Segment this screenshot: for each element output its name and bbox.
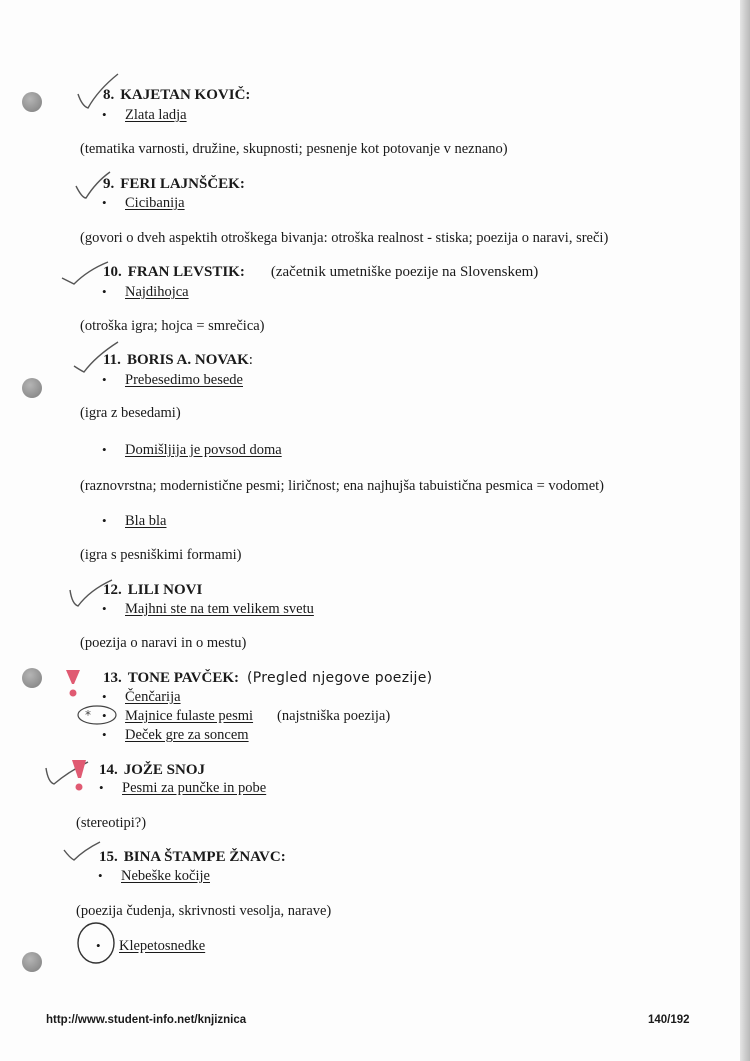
author-name: KAJETAN KOVIČ: (120, 87, 251, 103)
bullet: • (102, 689, 107, 704)
entry-number: 13. (103, 670, 122, 686)
entry-number: 11. (103, 352, 121, 368)
bullet: • (102, 442, 107, 457)
entry-number: 15. (99, 849, 118, 865)
work-item (102, 689, 181, 706)
entry-heading-15 (99, 849, 286, 866)
punch-hole (22, 952, 42, 972)
work-title: Cicibanija (125, 195, 185, 211)
work-title: Deček gre za soncem (125, 727, 249, 743)
author-colon: : (248, 352, 253, 368)
work-item (102, 284, 189, 301)
work-title: Čenčarija (125, 689, 181, 705)
handwritten-note: (Pregled njegove poezije) (247, 670, 433, 686)
work-item (102, 513, 166, 530)
work-item (102, 195, 185, 212)
work-title: Bla bla (125, 513, 167, 529)
exclamation-icon (64, 668, 82, 700)
work-title: Majhni ste na tem velikem svetu (125, 601, 314, 617)
exclamation-icon (70, 758, 88, 794)
bullet: • (102, 195, 107, 210)
author-name: TONE PAVČEK: (127, 670, 240, 686)
bullet: • (102, 513, 107, 528)
bullet: • (102, 284, 107, 299)
author-name: LILI NOVI (127, 582, 203, 598)
work-title: Pesmi za punčke in pobe (122, 780, 267, 796)
punch-hole (22, 668, 42, 688)
punch-hole (22, 378, 42, 398)
entry-note: (poezija o naravi in o mestu) (80, 635, 247, 651)
author-name: BINA ŠTAMPE ŽNAVC: (123, 849, 286, 865)
bullet: • (98, 868, 103, 883)
work-item (102, 601, 314, 618)
author-note: (začetnik umetniške poezije na Slovenskem) (270, 264, 539, 280)
work-title: Majnice fulaste pesmi (125, 708, 254, 724)
entry-heading-13 (103, 670, 432, 687)
entry-note: (igra s pesniškimi formami) (80, 547, 242, 563)
work-item (98, 868, 210, 885)
work-item (102, 708, 390, 725)
entry-heading-9 (103, 176, 245, 193)
entry-note: (govori o dveh aspektih otroškega bivanja: otroška realnost - stiska; poezija o naravi, sreči) (80, 230, 609, 246)
entry-note: (stereotipi?) (76, 815, 147, 831)
entry-heading-10 (103, 264, 538, 281)
page-number: 140/192 (648, 1014, 690, 1026)
entry-note: (raznovrstna; modernistične pesmi; liričnost; ena najhujša tabuistična pesmica = vodomet) (80, 478, 604, 494)
author-name: JOŽE SNOJ (123, 762, 206, 778)
punch-hole (22, 92, 42, 112)
svg-text:*: * (85, 708, 91, 722)
entry-number: 10. (103, 264, 122, 280)
bullet: • (99, 780, 104, 795)
entry-note: (poezija čudenja, skrivnosti vesolja, narave) (76, 903, 332, 919)
bullet: • (102, 727, 107, 742)
entry-number: 9. (103, 176, 115, 192)
work-item (102, 727, 249, 744)
work-note: (najstniška poezija) (277, 708, 391, 724)
bullet: • (102, 708, 107, 723)
entry-number: 14. (99, 762, 118, 778)
entry-note: (otroška igra; hojca = smrečica) (80, 318, 265, 334)
bullet: • (102, 107, 107, 122)
entry-heading-12 (103, 582, 202, 599)
bullet: • (96, 938, 101, 953)
entry-heading-14 (99, 762, 205, 779)
work-item (96, 938, 205, 955)
footer-url: http://www.student-info.net/knjiznica (46, 1014, 247, 1026)
work-item (99, 780, 266, 797)
work-title: Prebesedimo besede (125, 372, 243, 388)
entry-number: 12. (103, 582, 122, 598)
bullet: • (102, 372, 107, 387)
work-title: Domišljija je povsod doma (125, 442, 282, 458)
work-title: Najdihojca (125, 284, 189, 300)
entry-heading-8 (103, 87, 250, 104)
work-title: Nebeške kočije (121, 868, 210, 884)
author-name: BORIS A. NOVAK (126, 352, 249, 368)
entry-note: (tematika varnosti, družine, skupnosti; pesnenje kot potovanje v neznano) (80, 141, 508, 157)
work-title: Zlata ladja (125, 107, 187, 123)
author-name: FRAN LEVSTIK: (127, 264, 245, 280)
work-title: Klepetosnedke (119, 938, 206, 954)
entry-note: (igra z besedami) (80, 405, 181, 421)
author-name: FERI LAJNŠČEK: (120, 176, 245, 192)
entry-heading-11 (103, 352, 253, 369)
scan-edge (740, 0, 750, 1061)
work-item (102, 107, 187, 124)
entry-number: 8. (103, 87, 115, 103)
work-item (102, 372, 243, 389)
work-item (102, 442, 282, 459)
bullet: • (102, 601, 107, 616)
